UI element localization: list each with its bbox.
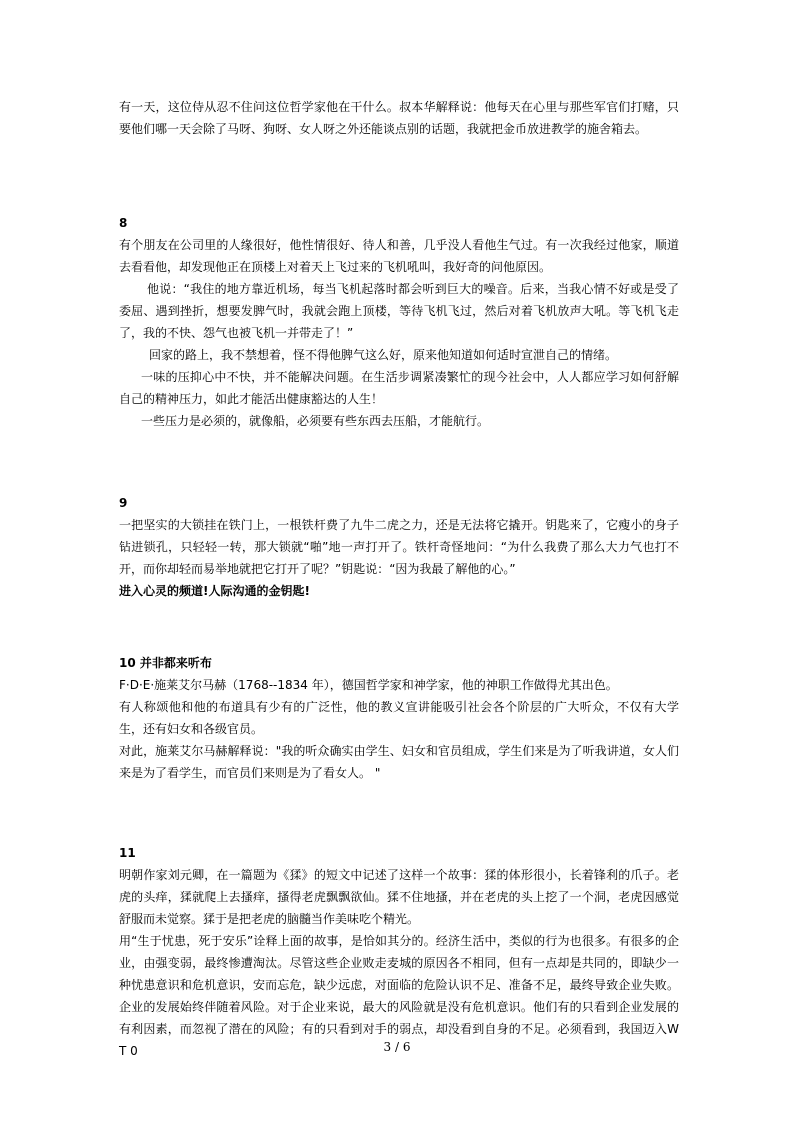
story8-paragraph-4: 一味的压抑心中不快，并不能解决问题。在生活步调紧凑繁忙的现今社会中，人人都应学习如何舒解自己的精神压力，如此才能活出健康豁达的人生！ <box>119 370 679 406</box>
spacer <box>119 602 679 652</box>
story8-paragraph-1: 有个朋友在公司里的人缘很好，他性情很好、待人和善，几乎没人看他生气过。有一次我经过他家，顺道去看看他，却发现他正在顶楼上对着天上飞过来的飞机吼叫，我好奇的问他原因。 <box>119 238 679 274</box>
story10-heading: 10 并非都来听布 <box>119 656 212 670</box>
story11-paragraph-1: 明朝作家刘元卿，在一篇题为《猱》的短文中记述了这样一个故事：猱的体形很小，长着锋利的爪子。老虎的头痒，猱就爬上去搔痒，搔得老虎飘飘欲仙。猱不住地搔，并在老虎的头上挖了一个洞，老虎因感觉舒服而未觉察。猱于是把老虎的脑髓当作美味吃个精光。 <box>119 868 679 926</box>
story10-paragraph-3: 对此，施莱艾尔马赫解释说："我的听众确实由学生、妇女和官员组成，学生们来是为了听我讲道，女人们来是为了看学生，而官员们来则是为了看女人。 " <box>119 744 679 780</box>
story8-number: 8 <box>119 216 128 230</box>
spacer <box>119 784 679 842</box>
story8-paragraph-2: 他说：“我住的地方靠近机场，每当飞机起落时都会听到巨大的噪音。后来，当我心情不好或是受了委屈、遇到挫折，想要发脾气时，我就会跑上顶楼，等待飞机飞过，然后对着飞机放声大吼。等飞机飞走了，我的不快、怨气也被飞机一并带走了！” <box>119 282 679 340</box>
story10-paragraph-1: F·D·E·施莱艾尔马赫（1768--1834 年），德国哲学家和神学家，他的神职工作做得尤其出色。 <box>119 678 618 692</box>
story8-paragraph-5: 一些压力是必须的，就像船，必须要有些东西去压船，才能航行。 <box>141 414 490 428</box>
story11-paragraph-2: 用“生于忧患，死于安乐”诠释上面的故事，是恰如其分的。经济生活中，类似的行为也很多。有很多的企业，由强变弱，最终惨遭淘汰。尽管这些企业败走麦城的原因各不相同，但有一点却是共同的，即缺少一种忧患意识和危机意识，安而忘危，缺少远虑，对面临的危险认识不足、准备不足，最终导致企业失败。企业的发展始终伴随着风险。对于企业来说，最大的风险就是没有危机意识。他们有的只看到企业发展的有利因素，而忽视了潜在的风险；有的只看到对手的弱点，却没看到自身的不足。必须看到，我国迈入W T 0 <box>119 934 679 1058</box>
spacer <box>119 140 679 212</box>
spacer <box>119 432 679 492</box>
story9-number: 9 <box>119 496 128 510</box>
story7-ending: 有一天，这位侍从忍不住问这位哲学家他在干什么。叔本华解释说：他每天在心里与那些军官们打赌，只要他们哪一天会除了马呀、狗呀、女人呀之外还能谈点别的话题，我就把金币放进教学的施舍箱去。 <box>119 100 679 136</box>
story9-paragraph-1: 一把坚实的大锁挂在铁门上，一根铁杆费了九牛二虎之力，还是无法将它撬开。钥匙来了，它瘦小的身子钻进锁孔，只轻轻一转，那大锁就“啪”地一声打开了。铁杆奇怪地问：“为什么我费了那么大力气也打不开，而你却轻而易举地就把它打开了呢？”钥匙说：“因为我最了解他的心。” <box>119 518 679 576</box>
story11-number: 11 <box>119 846 136 860</box>
page-number: 3 / 6 <box>383 1040 411 1054</box>
page-content <box>119 96 679 1062</box>
story8-paragraph-3: 回家的路上，我不禁想着，怪不得他脾气这么好，原来他知道如何适时宣泄自己的情绪。 <box>149 348 618 362</box>
story9-paragraph-2: 进入心灵的频道!人际沟通的金钥匙! <box>119 584 310 598</box>
story10-paragraph-2: 有人称颂他和他的布道具有少有的广泛性，他的教义宣讲能吸引社会各个阶层的广大听众，不仅有大学生，还有妇女和各级官员。 <box>119 700 679 736</box>
